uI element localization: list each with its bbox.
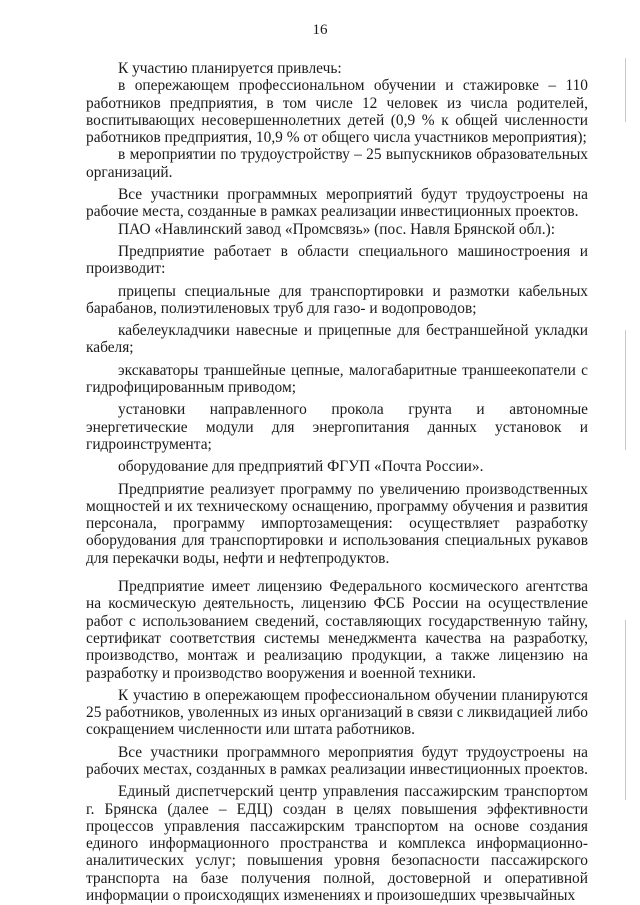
paragraph-training-plan: К участию в опережающем профессиональном обучении планируются 25 работников, уволенных из иных организаций в связи с ликвидацией либо сокращением численности или штата работников.	[86, 686, 588, 739]
paragraph-product-drilling-units: установки направленного прокола грунта и автономные энергетические модули для энергопитания данных установок и гидроинструмента;	[86, 401, 588, 453]
paragraph-employment-event: в мероприятии по трудоустройству – 25 выпускников образовательных организаций.	[86, 146, 588, 181]
paragraph-participants-intro: К участию планируется привлечь:	[118, 60, 342, 77]
margin-scan-mark	[625, 58, 626, 122]
paragraph-product-post-equipment: оборудование для предприятий ФГУП «Почта России».	[118, 458, 484, 476]
paragraph-company-program: Предприятие реализует программу по увеличению производственных мощностей и их техническому оснащению, программу обучения и развития персонала, программу импортозамещения: осуществляет разработку оборудования для транспортировки и использования специальных рукавов для перекачки воды, нефти и нефтепродуктов.	[86, 480, 588, 567]
paragraph-product-trailers: прицепы специальные для транспортировки и размотки кабельных барабанов, полиэтиленовых труб для газо- и водопроводов;	[86, 282, 588, 317]
paragraph-company-title: ПАО «Навлинский завод «Промсвязь» (пос. Навля Брянской обл.):	[118, 220, 555, 238]
margin-scan-mark	[625, 620, 626, 800]
paragraph-dispatch-center: Единый диспетчерский центр управления пассажирским транспортом г. Брянска (далее – ЕДЦ) создан в целях повышения эффективности процессов управления пассажирским транспортом на основе создания единого информационного пространства и комплекса информационно-аналитических услуг; повышения уровня безопасности пассажирского транспорта на базе получения полной, достоверной и оперативной информации о происходящих изменениях и произошедших чрезвычайных	[86, 783, 588, 905]
document-body	[86, 60, 588, 904]
margin-scan-mark	[625, 330, 626, 450]
paragraph-program-employment: Все участники программного мероприятия будут трудоустроены на рабочих местах, созданных в рамках реализации инвестиционных проектов.	[86, 743, 588, 778]
paragraph-company-field: Предприятие работает в области специального машиностроения и производит:	[86, 242, 588, 278]
paragraph-product-excavators: экскаваторы траншейные цепные, малогабаритные траншеекопатели с гидрофицированным приводом;	[86, 361, 588, 397]
paragraph-product-cable-layers: кабелеукладчики навесные и прицепные для бестраншейной укладки кабеля;	[86, 322, 588, 357]
paragraph-advanced-training: в опережающем профессиональном обучении и стажировке – 110 работников предприятия, в том числе 12 человек из числа родителей, воспитывающих несовершеннолетних детей (0,9 % к общей численности работников предприятия, 10,9 % от общего числа участников мероприятия);	[86, 77, 588, 147]
paragraph-all-employed: Все участники программных мероприятий будут трудоустроены на рабочие места, созданные в рамках реализации инвестиционных проектов.	[86, 186, 588, 221]
paragraph-company-licenses: Предприятие имеет лицензию Федерального космического агентства на космическую деятельность, лицензию ФСБ России на осуществление работ с использованием сведений, составляющих государственную тайну, сертификат соответствия системы менеджмента качества на разработку, производство, монтаж и реализацию продукции, а также лицензию на разработку и производство вооружения и военной техники.	[86, 578, 588, 682]
page-number: 16	[312, 22, 328, 38]
